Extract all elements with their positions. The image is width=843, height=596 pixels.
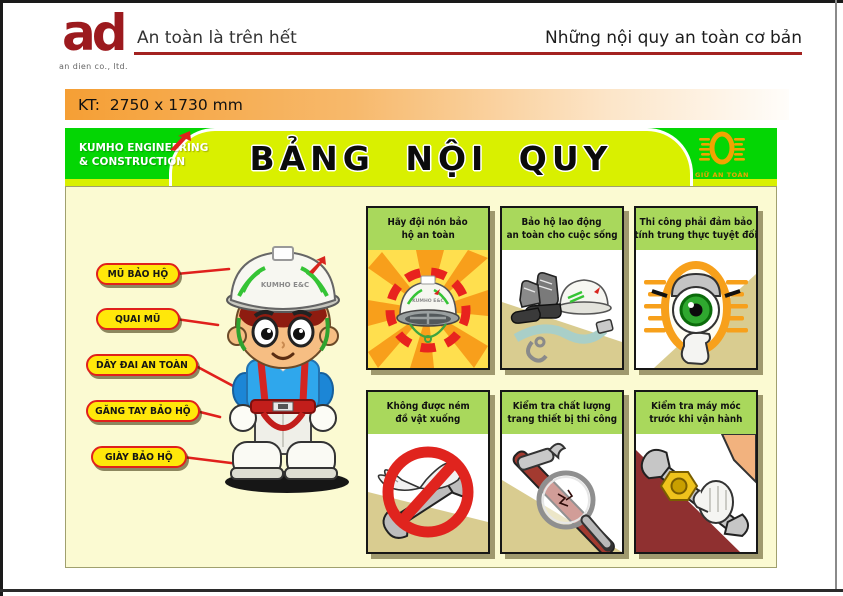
hand-wrench-nut-icon bbox=[636, 434, 756, 552]
header-rule bbox=[134, 52, 802, 55]
safety-panel-wear-helmet bbox=[366, 206, 490, 370]
page-frame-right bbox=[835, 0, 837, 591]
zero-accident-badge bbox=[681, 131, 763, 179]
size-bar bbox=[65, 89, 789, 120]
safety-panel-check-machine bbox=[634, 390, 758, 554]
helmet-in-dashed-circle-icon bbox=[368, 250, 488, 368]
badge-label: GIỮ AN TOÀN bbox=[695, 171, 749, 179]
magnifier-crack-icon bbox=[502, 434, 622, 552]
panel-title: Hãy đội nón bảo hộ an toàn bbox=[368, 208, 488, 250]
no-throwing-icon bbox=[368, 434, 488, 552]
safety-panel-no-throwing bbox=[366, 390, 490, 554]
safety-poster bbox=[65, 128, 777, 568]
safety-panel-check-equipment bbox=[500, 390, 624, 554]
company-logo-subtext: an dien co., ltd. bbox=[59, 62, 128, 71]
ppe-label-gloves: GĂNG TAY BẢO HỘ bbox=[86, 400, 200, 422]
ppe-label-helmet: MŨ BẢO HỘ bbox=[96, 263, 180, 285]
ppe-label-shoes: GIÀY BẢO HỘ bbox=[91, 446, 187, 468]
ppe-set-icon bbox=[502, 250, 622, 368]
page-frame-bottom bbox=[0, 589, 843, 592]
panel-title: Kiểm tra chất lượng trang thiết bị thi công bbox=[502, 392, 622, 434]
kumho-company-name: KUMHO ENGINEERING & CONSTRUCTION bbox=[79, 142, 209, 169]
page-frame-left bbox=[0, 0, 3, 596]
panel-title: Thi công phải đảm bảo tính trung thực tuyệt đối bbox=[636, 208, 756, 250]
page-frame-top bbox=[0, 0, 843, 3]
size-label: KT: 2750 x 1730 mm bbox=[78, 95, 243, 114]
panel-title: Không được ném đồ vật xuống bbox=[368, 392, 488, 434]
safety-panel-integrity bbox=[634, 206, 758, 370]
kumho-arrow-icon bbox=[169, 130, 195, 152]
header-tagline-left: An toàn là trên hết bbox=[137, 28, 297, 48]
header-tagline-right: Những nội quy an toàn cơ bản bbox=[545, 28, 802, 48]
poster-banner bbox=[65, 128, 777, 186]
ppe-label-safety-harness: DÂY ĐAI AN TOÀN bbox=[86, 354, 198, 376]
helmet-brand-text: KUMHO E&C bbox=[260, 281, 310, 289]
poster-title: BẢNG NỘI QUY bbox=[249, 139, 613, 178]
panel-title: Kiểm tra máy móc trước khi vận hành bbox=[636, 392, 756, 434]
svg-text:KUMHO E&C: KUMHO E&C bbox=[412, 299, 444, 304]
ppe-label-chinstrap: QUAI MŨ bbox=[96, 308, 180, 330]
cartoon-worker-illustration bbox=[199, 242, 364, 497]
safety-panel-ppe-for-life bbox=[500, 206, 624, 370]
company-logo: ad bbox=[62, 4, 124, 62]
zero-accident-O-icon bbox=[699, 131, 745, 167]
banner-title-plate bbox=[169, 128, 693, 186]
poster-body bbox=[65, 186, 777, 568]
panel-title: Bảo hộ lao động an toàn cho cuộc sống bbox=[502, 208, 622, 250]
watchful-eye-icon bbox=[636, 250, 756, 368]
